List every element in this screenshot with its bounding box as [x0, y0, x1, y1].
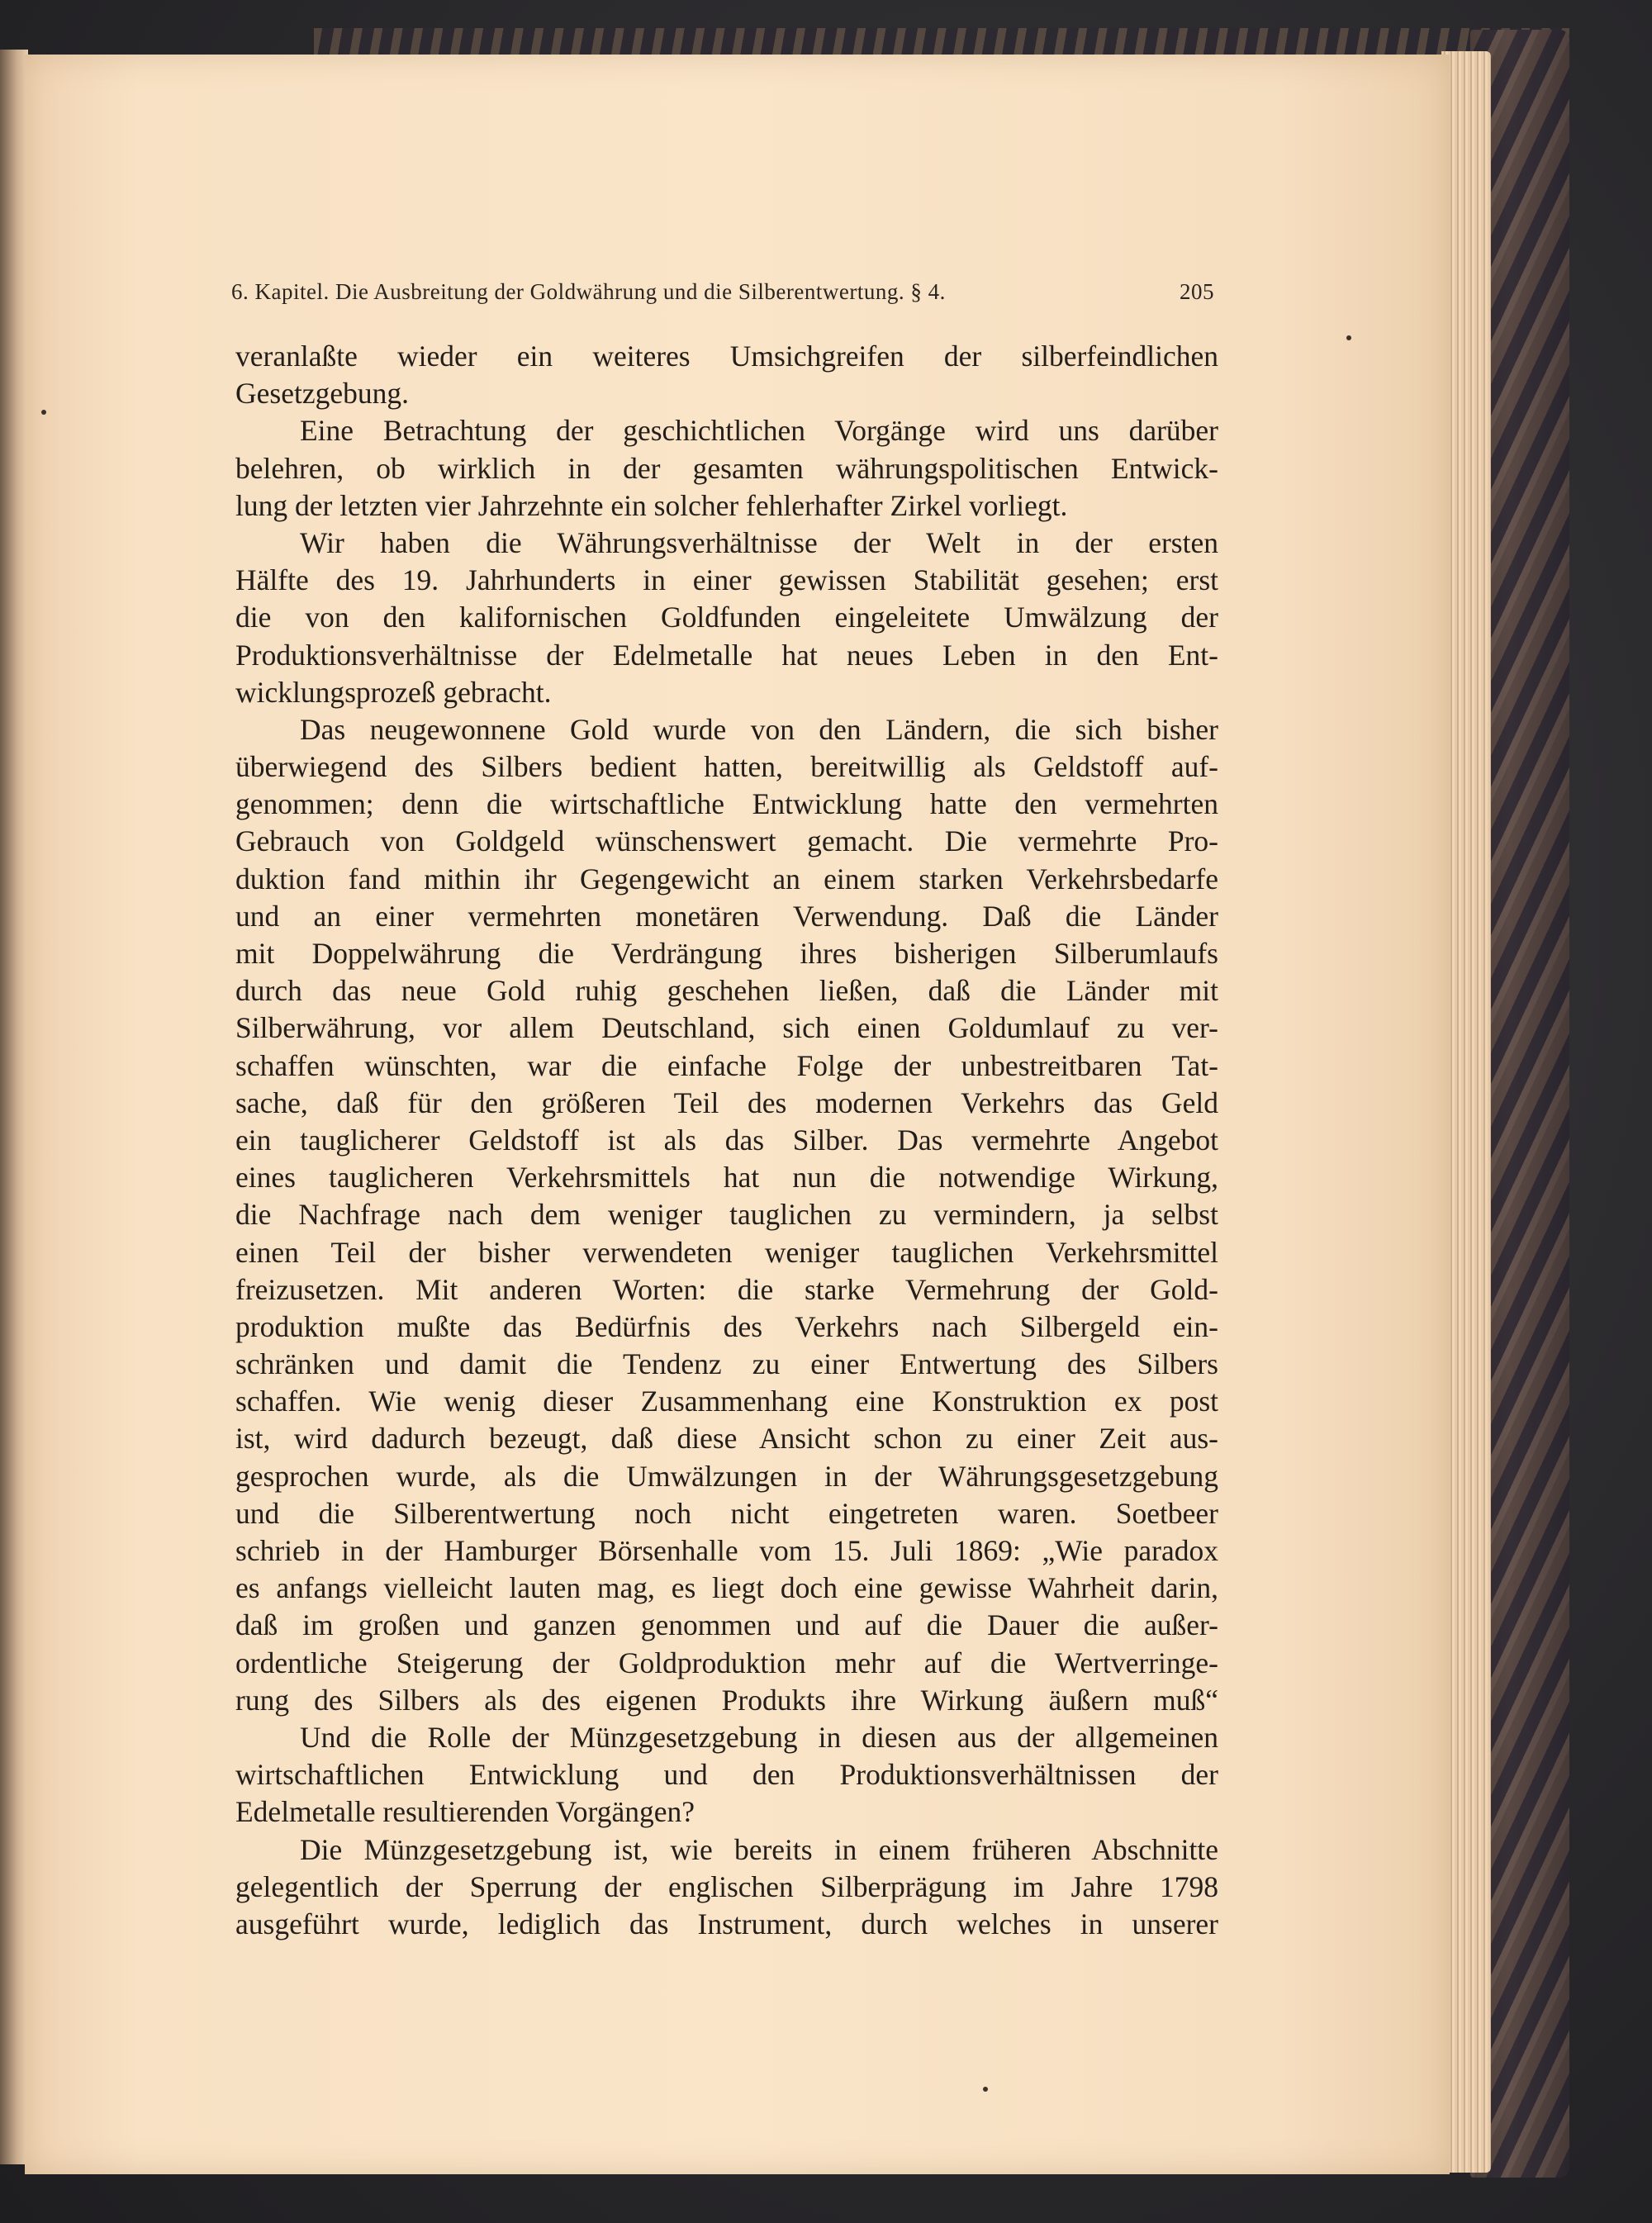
text-line: gesprochen wurde, als die Umwälzungen in der Währungsgesetzgebung	[235, 1459, 1218, 1493]
text-line: einen Teil der bisher verwendeten weniger tauglichen Verkehrsmittel	[235, 1235, 1218, 1269]
text-line: ausgeführt wurde, lediglich das Instrument, durch welches in unserer	[235, 1907, 1218, 1940]
text-line: überwiegend des Silbers bedient hatten, bereitwillig als Geldstoff auf-	[235, 750, 1218, 784]
text-line: belehren, ob wirklich in der gesamten währungspolitischen Entwick-	[235, 451, 1218, 485]
text-line: rung des Silbers als des eigenen Produkts ihre Wirkung äußern muß“	[235, 1683, 1218, 1717]
text-line: und die Silberentwertung noch nicht eingetreten waren. Soetbeer	[235, 1496, 1218, 1530]
text-line: gelegentlich der Sperrung der englischen Silberprägung im Jahre 1798	[235, 1869, 1218, 1903]
speck	[1346, 335, 1351, 340]
book-page	[25, 55, 1450, 2174]
text-line: Und die Rolle der Münzgesetzgebung in diesen aus der allgemeinen	[300, 1720, 1218, 1754]
text-line: ist, wird dadurch bezeugt, daß diese Ansicht schon zu einer Zeit aus-	[235, 1422, 1218, 1456]
speck	[41, 410, 46, 415]
text-line: wicklungsprozeß gebracht.	[235, 675, 552, 709]
text-line: Wir haben die Währungsverhältnisse der Welt in der ersten	[300, 525, 1218, 559]
text-line: veranlaßte wieder ein weiteres Umsichgreifen der silberfeindlichen	[235, 340, 1218, 373]
text-line: Silberwährung, vor allem Deutschland, sich einen Goldumlauf zu ver-	[235, 1011, 1218, 1045]
text-line: Das neugewonnene Gold wurde von den Ländern, die sich bisher	[300, 712, 1218, 746]
text-line: eines tauglicheren Verkehrsmittels hat nun die notwendige Wirkung,	[235, 1161, 1218, 1195]
page-number: 205	[1180, 279, 1214, 304]
text-line: ordentliche Steigerung der Goldproduktion mehr auf die Wertverringe-	[235, 1646, 1218, 1679]
left-page-edge	[0, 50, 28, 2164]
text-line: duktion fand mithin ihr Gegengewicht an einem starken Verkehrsbedarfe	[235, 862, 1218, 895]
text-line: wirtschaftlichen Entwicklung und den Produktionsverhältnissen der	[235, 1758, 1218, 1792]
text-line: die Nachfrage nach dem weniger tauglichen zu vermindern, ja selbst	[235, 1198, 1218, 1232]
text-line: Gesetzgebung.	[235, 377, 409, 411]
chapter-header: 6. Kapitel. Die Ausbreitung der Goldwährung und die Silberentwertung. § 4.	[231, 279, 946, 304]
text-line: die von den kalifornischen Goldfunden eingeleitete Umwälzung der	[235, 601, 1218, 634]
text-line: genommen; denn die wirtschaftliche Entwicklung hatte den vermehrten	[235, 787, 1218, 821]
running-head	[231, 279, 1214, 312]
text-line: mit Doppelwährung die Verdrängung ihres bisherigen Silberumlaufs	[235, 937, 1218, 970]
text-line: Hälfte des 19. Jahrhunderts in einer gewissen Stabilität gesehen; erst	[235, 563, 1218, 597]
text-line: schaffen. Wie wenig dieser Zusammenhang eine Konstruktion ex post	[235, 1385, 1218, 1418]
text-line: Eine Betrachtung der geschichtlichen Vorgänge wird uns darüber	[300, 414, 1218, 448]
text-line: schrieb in der Hamburger Börsenhalle vom 15. Juli 1869: „Wie paradox	[235, 1534, 1218, 1567]
text-line: schaffen wünschten, war die einfache Folge der unbestreitbaren Tat-	[235, 1048, 1218, 1082]
text-line: produktion mußte das Bedürfnis des Verkehrs nach Silbergeld ein-	[235, 1309, 1218, 1343]
speck	[983, 2087, 988, 2092]
text-line: Edelmetalle resultierenden Vorgängen?	[235, 1795, 695, 1829]
text-line: es anfangs vielleicht lauten mag, es liegt doch eine gewisse Wahrheit darin,	[235, 1571, 1218, 1605]
body-text	[235, 338, 1218, 1943]
text-line: Die Münzgesetzgebung ist, wie bereits in einem früheren Abschnitte	[300, 1832, 1218, 1866]
text-line: lung der letzten vier Jahrzehnte ein solcher fehlerhafter Zirkel vorliegt.	[235, 488, 1068, 522]
text-line: daß im großen und ganzen genommen und auf die Dauer die außer-	[235, 1608, 1218, 1642]
text-line: und an einer vermehrten monetären Verwendung. Daß die Länder	[235, 899, 1218, 933]
text-line: Produktionsverhältnisse der Edelmetalle hat neues Leben in den Ent-	[235, 638, 1218, 672]
text-line: freizusetzen. Mit anderen Worten: die starke Vermehrung der Gold-	[235, 1272, 1218, 1306]
text-line: Gebrauch von Goldgeld wünschenswert gemacht. Die vermehrte Pro-	[235, 824, 1218, 858]
text-line: durch das neue Gold ruhig geschehen ließen, daß die Länder mit	[235, 974, 1218, 1008]
text-line: sache, daß für den größeren Teil des modernen Verkehrs das Geld	[235, 1085, 1218, 1119]
text-line: schränken und damit die Tendenz zu einer Entwertung des Silbers	[235, 1347, 1218, 1381]
text-line: ein tauglicherer Geldstoff ist als das Silber. Das vermehrte Angebot	[235, 1123, 1218, 1157]
